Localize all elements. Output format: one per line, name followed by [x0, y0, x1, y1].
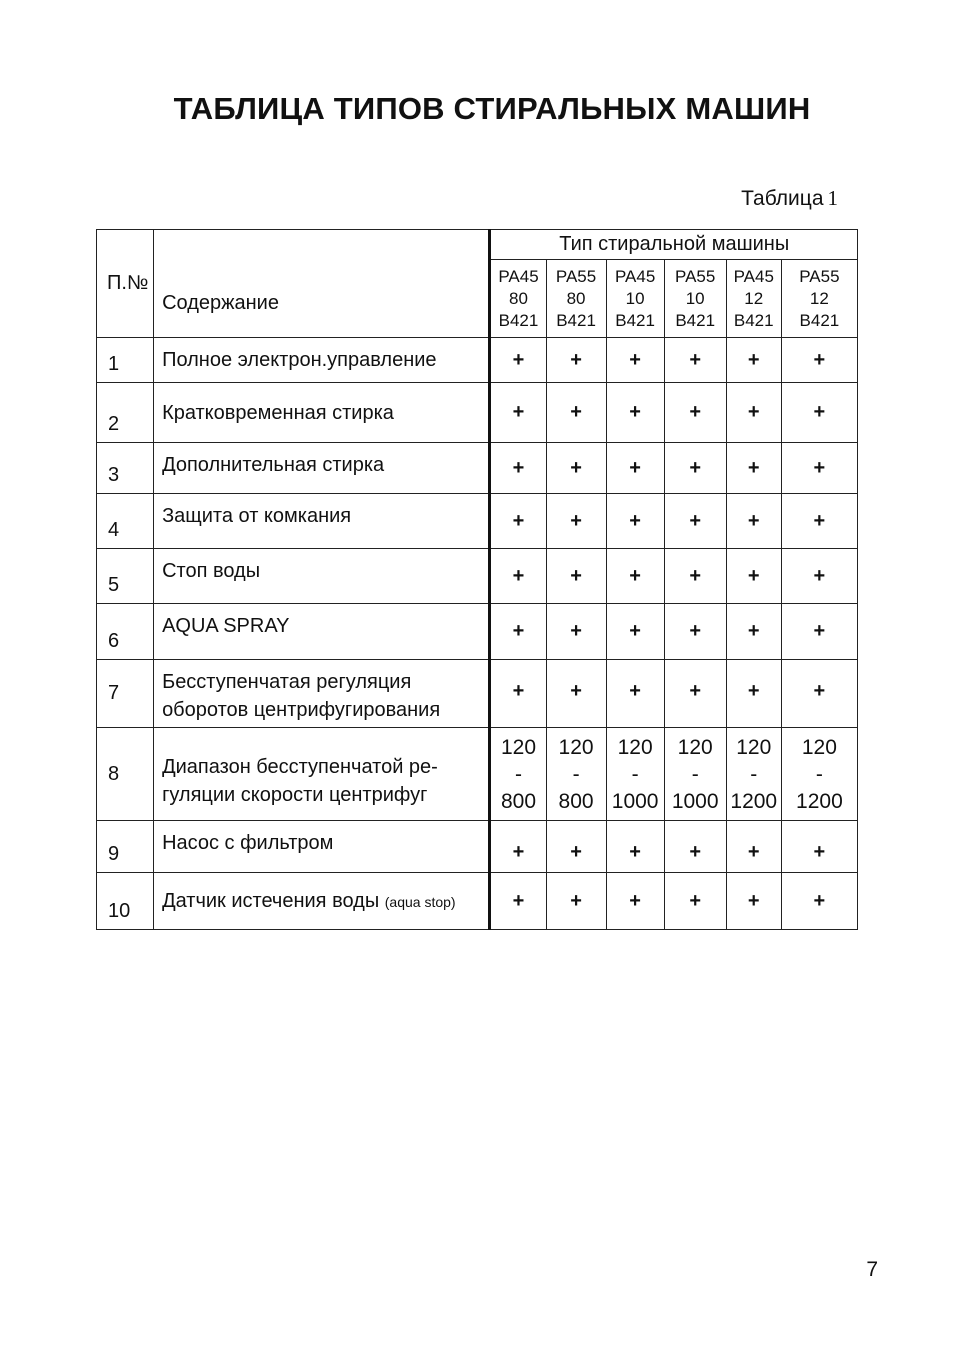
feature-mark: + [781, 660, 857, 728]
row-description-line: гуляции скорости центрифуг [162, 784, 428, 806]
page-number: 7 [866, 1258, 878, 1281]
feature-mark: + [664, 338, 726, 383]
row-number: 4 [97, 494, 154, 549]
row-number: 9 [97, 821, 154, 873]
row-description: Кратковременная стирка [154, 383, 490, 443]
feature-mark: + [726, 338, 781, 383]
feature-mark: + [606, 443, 664, 494]
feature-mark: + [726, 443, 781, 494]
feature-mark: + [726, 549, 781, 604]
model-header: PA45 12 B421 [726, 260, 781, 338]
feature-mark: + [546, 338, 606, 383]
row-description-line: Диапазон бесступенчатой ре- [162, 756, 438, 778]
feature-mark: + [781, 443, 857, 494]
speed-range: 120 - 1200 [781, 728, 857, 821]
feature-mark: + [546, 494, 606, 549]
feature-mark: + [726, 383, 781, 443]
row-number: 6 [97, 604, 154, 660]
feature-mark: + [726, 494, 781, 549]
feature-mark: + [546, 660, 606, 728]
table-header-row [97, 230, 858, 260]
model-header: PA55 80 B421 [546, 260, 606, 338]
feature-mark: + [606, 660, 664, 728]
feature-mark: + [490, 383, 546, 443]
feature-mark: + [664, 443, 726, 494]
feature-mark: + [606, 494, 664, 549]
page-title: ТАБЛИЦА ТИПОВ СТИРАЛЬНЫХ МАШИН [173, 91, 811, 126]
feature-mark: + [664, 873, 726, 930]
row-description: Защита от комкания [154, 494, 490, 549]
row-description [154, 728, 490, 821]
row-description: Полное электрон.управление [154, 338, 490, 383]
row-description-note: (aqua stop) [384, 894, 456, 910]
header-number: П.№ [97, 230, 154, 338]
feature-mark: + [546, 443, 606, 494]
feature-mark: + [490, 443, 546, 494]
row-description-line: Бесступенчатая регуляция [162, 671, 412, 693]
feature-mark: + [606, 549, 664, 604]
row-description-line: оборотов центрифугирования [162, 699, 441, 721]
table-caption-label: Таблица [741, 187, 824, 210]
row-description [154, 873, 490, 930]
speed-range: 120 - 1200 [726, 728, 781, 821]
feature-mark: + [490, 494, 546, 549]
feature-mark: + [664, 549, 726, 604]
row-number: 3 [97, 443, 154, 494]
feature-mark: + [606, 821, 664, 873]
feature-mark: + [726, 604, 781, 660]
row-description: Насос с фильтром [154, 821, 490, 873]
header-machine-type: Тип стиральной машины [490, 230, 858, 260]
model-header: PA55 12 B421 [781, 260, 857, 338]
feature-mark: + [546, 821, 606, 873]
speed-range: 120 - 1000 [664, 728, 726, 821]
feature-mark: + [781, 494, 857, 549]
table-row [97, 821, 858, 873]
feature-mark: + [490, 604, 546, 660]
row-number: 8 [97, 728, 154, 821]
row-number: 10 [97, 873, 154, 930]
feature-mark: + [781, 821, 857, 873]
row-description: Дополнительная стирка [154, 443, 490, 494]
table-row [97, 549, 858, 604]
feature-mark: + [546, 604, 606, 660]
model-header: PA45 10 B421 [606, 260, 664, 338]
feature-mark: + [546, 549, 606, 604]
table-row [97, 873, 858, 930]
feature-mark: + [726, 873, 781, 930]
table-row [97, 604, 858, 660]
feature-mark: + [781, 873, 857, 930]
feature-mark: + [490, 821, 546, 873]
feature-mark: + [606, 383, 664, 443]
row-number: 7 [97, 660, 154, 728]
row-number: 1 [97, 338, 154, 383]
speed-range: 120 - 800 [490, 728, 546, 821]
row-number: 5 [97, 549, 154, 604]
machine-types-table [96, 229, 858, 930]
row-description-text: Датчик истечения воды [162, 890, 380, 912]
feature-mark: + [781, 383, 857, 443]
model-header: PA45 80 B421 [490, 260, 546, 338]
header-content: Содержание [154, 230, 490, 338]
feature-mark: + [606, 604, 664, 660]
feature-mark: + [664, 494, 726, 549]
feature-mark: + [606, 873, 664, 930]
feature-mark: + [606, 338, 664, 383]
feature-mark: + [664, 383, 726, 443]
table-caption [741, 186, 838, 211]
feature-mark: + [490, 549, 546, 604]
model-header: PA55 10 B421 [664, 260, 726, 338]
table-row [97, 494, 858, 549]
feature-mark: + [546, 873, 606, 930]
table-caption-number: 1 [827, 186, 838, 210]
feature-mark: + [726, 660, 781, 728]
feature-mark: + [664, 604, 726, 660]
table-row [97, 660, 858, 728]
table-row [97, 443, 858, 494]
row-number: 2 [97, 383, 154, 443]
feature-mark: + [726, 821, 781, 873]
feature-mark: + [781, 338, 857, 383]
table-row [97, 383, 858, 443]
table-row [97, 338, 858, 383]
feature-mark: + [490, 338, 546, 383]
feature-mark: + [664, 660, 726, 728]
speed-range: 120 - 1000 [606, 728, 664, 821]
feature-mark: + [490, 660, 546, 728]
row-description [154, 660, 490, 728]
feature-mark: + [664, 821, 726, 873]
feature-mark: + [546, 383, 606, 443]
feature-mark: + [490, 873, 546, 930]
feature-mark: + [781, 549, 857, 604]
feature-mark: + [781, 604, 857, 660]
row-description: AQUA SPRAY [154, 604, 490, 660]
row-description: Стоп воды [154, 549, 490, 604]
table-row [97, 728, 858, 821]
speed-range: 120 - 800 [546, 728, 606, 821]
